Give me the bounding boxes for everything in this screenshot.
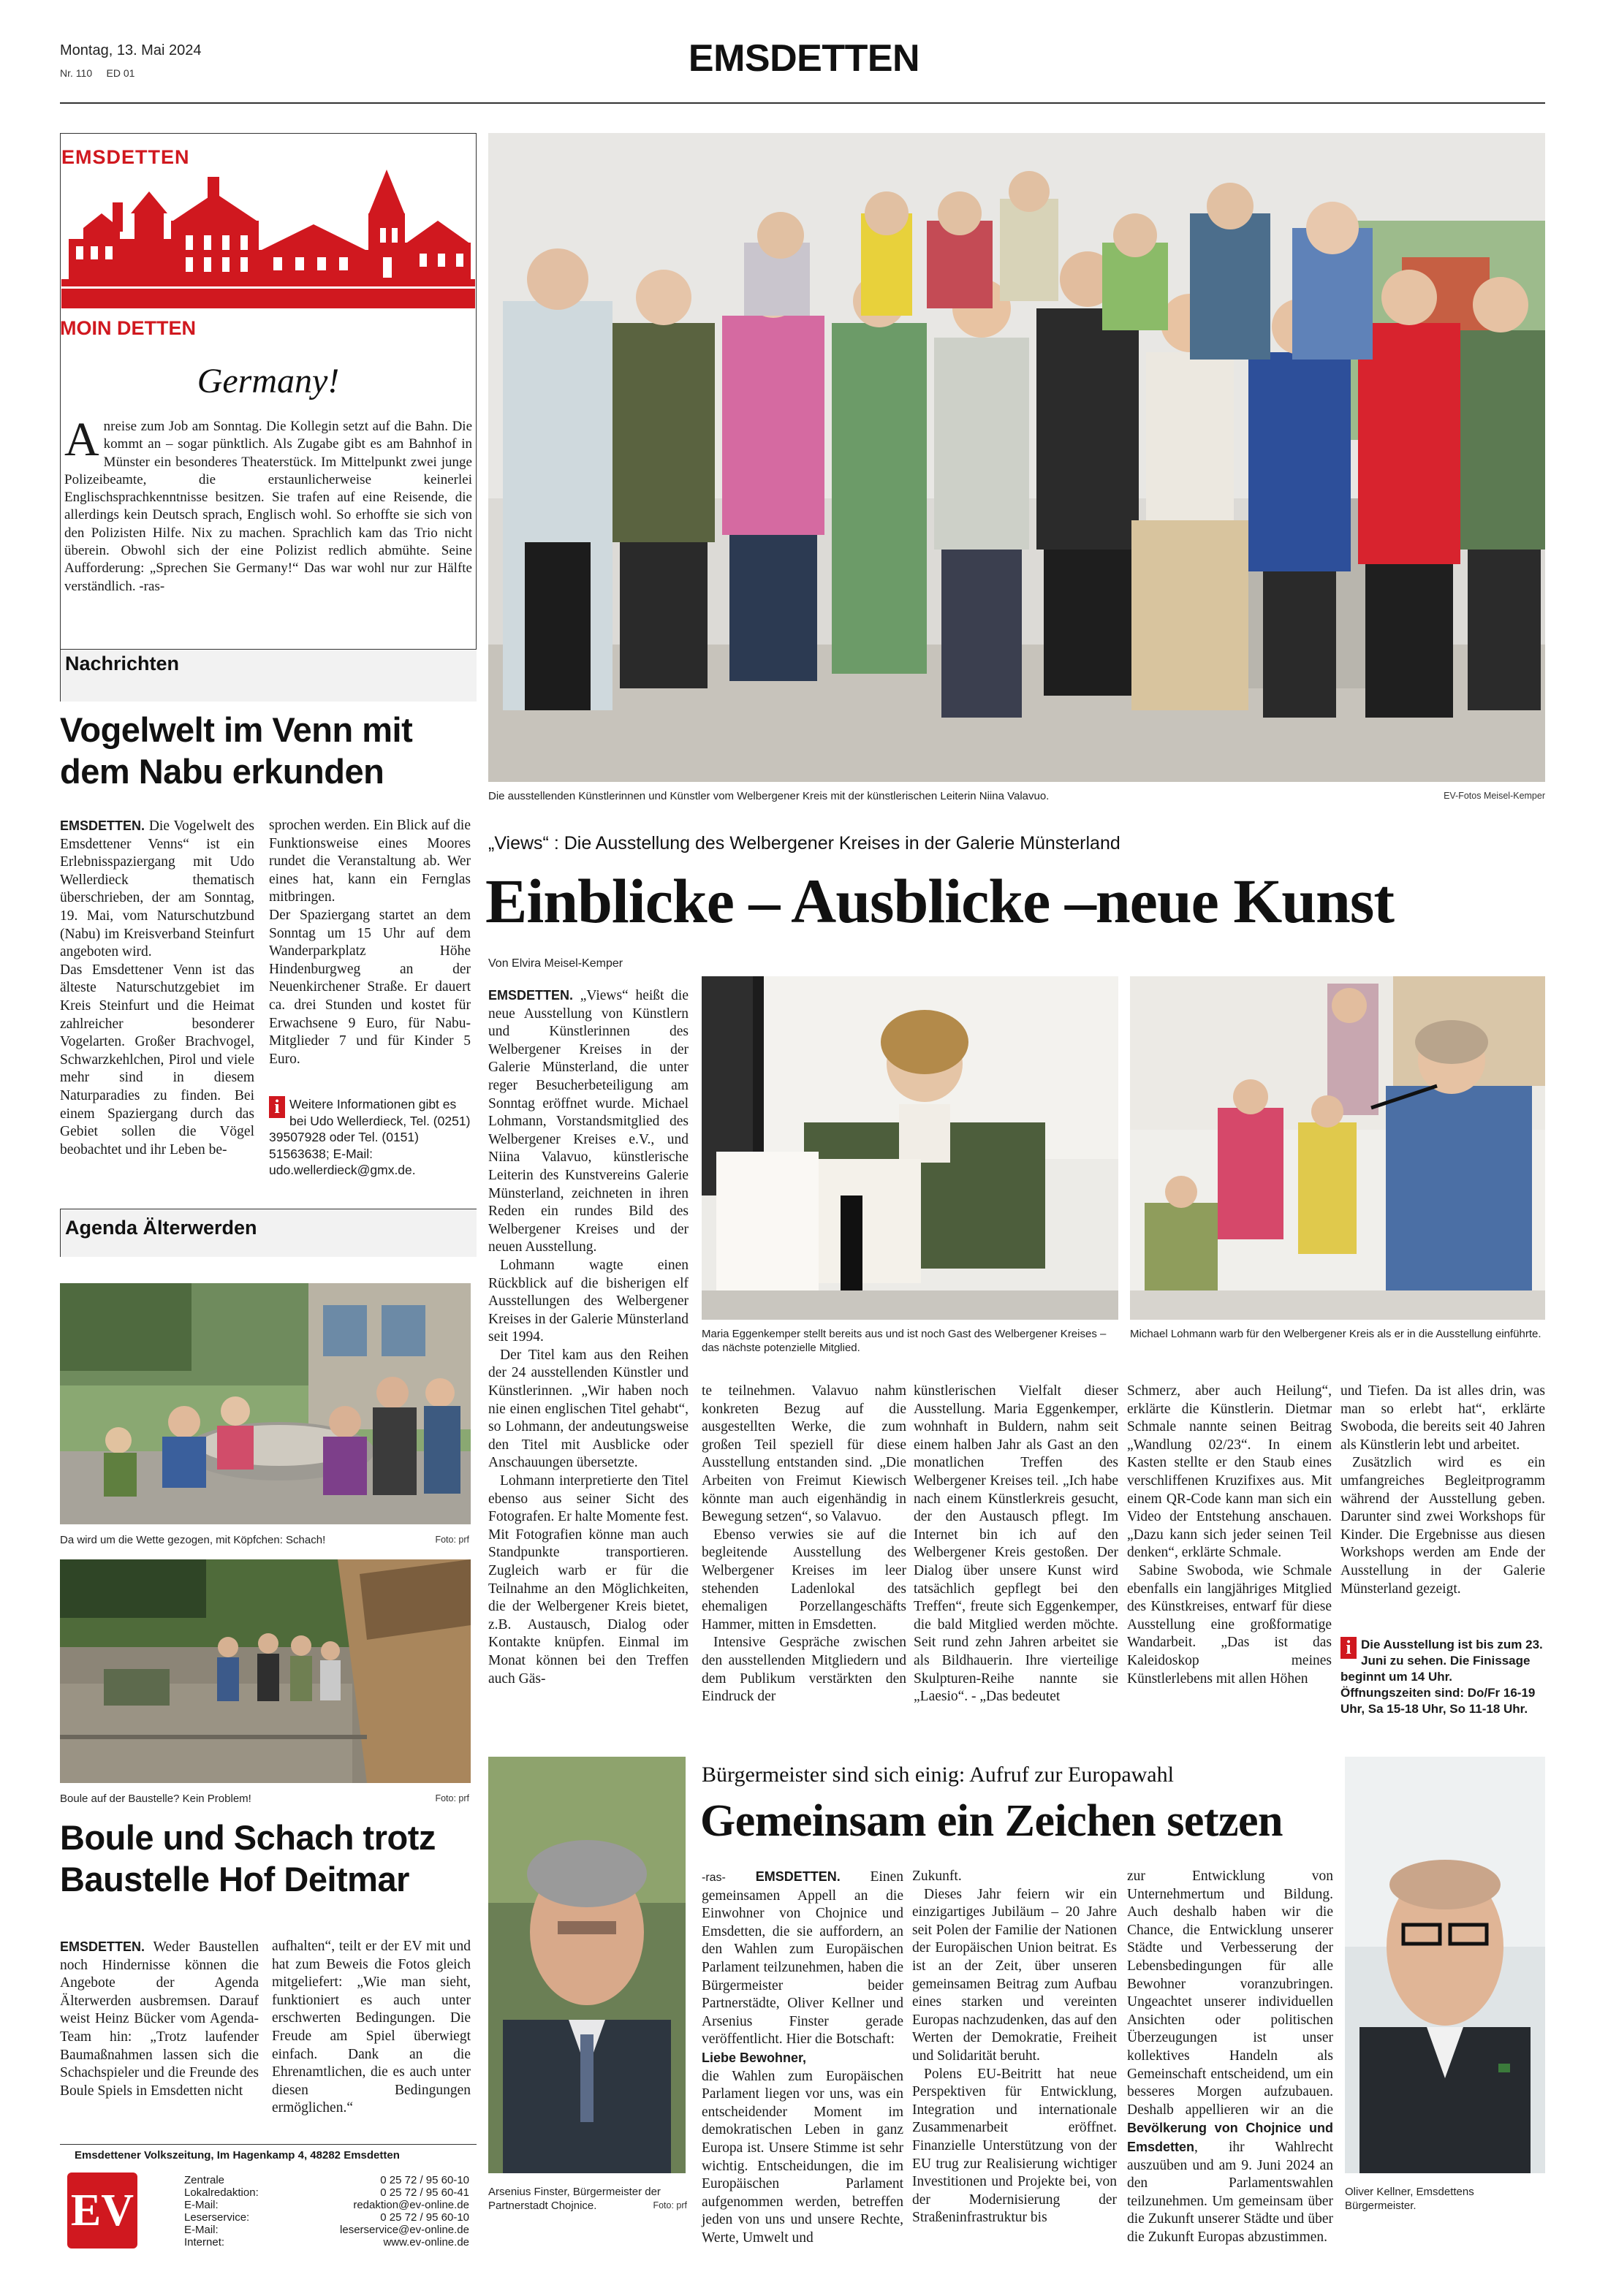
- contact-value: 0 25 72 / 95 60-41: [380, 2186, 469, 2199]
- contact-row: [184, 2186, 469, 2199]
- views-c2: te teilnehmen. Valavuo nahm konkreten Bezug auf die ausgestellten Werke, die zum großen Teil speziell für diese Ausstellung entstanden sind. „Die Arbeiten von Freimut Kiewisch könnte man auch eigenhändig in Bewegung setzen“, so Valavuo.: [702, 1383, 906, 1525]
- agenda-kicker: EMSDETTEN.: [60, 1939, 145, 1954]
- europa-c3b: , ihr Wahlrecht auszuüben und am 9. Juni 2024 an den Parlamentswahlen teilzunehmen. Um gemeinsam über die Zukunft unserer Städte und über die Zukunft Europas abzustimmen.: [1127, 2139, 1333, 2245]
- contact-row: [184, 2236, 469, 2249]
- ev-logo-text: EV: [70, 2186, 134, 2235]
- europa-kicker: EMSDETTEN.: [755, 1869, 841, 1884]
- contact-row: [184, 2174, 469, 2186]
- moin-column-label: MOIN DETTEN: [60, 317, 196, 339]
- views-c2b: Ebenso verwies sie auf die begleitende Ausstellung des Welbergener Kreises im leer stehenden Ladenlokal des ehemaligen Porzellangeschäfts Hammer, mitten in Emsdetten.: [702, 1527, 906, 1632]
- finster-photo: [488, 1757, 686, 2173]
- group-photo: [488, 133, 1545, 782]
- nachrichten-kicker: EMSDETTEN.: [60, 818, 145, 833]
- views-kicker: EMSDETTEN.: [488, 988, 574, 1003]
- nachrichten-label: Nachrichten: [65, 653, 180, 674]
- moin-text: nreise zum Job am Sonntag. Die Kollegin setzt auf die Bahn. Die kommt an – sogar pünktlich. Als Zugabe gibt es am Bahnhof in Münster ein besonderes Theaterstück. Im Mittelpunkt zwei junge Polizeibeamte, die erstaunlicherweise keinerlei Englischsprachkenntnisse besitzen. Sie trafen auf eine Reisende, die allerdings kein Deutsch sprach, Englisch wohl. So erhoffte sie sich von den Polizisten Hilfe. Nix zu machen. Sprachlich kam das Trio nicht überein. Obwohl sich der eine Polizist redlich abmühte. Seine Aufforderung: „Sprechen Sie Germany!“ Das war wohl nur zur Hälfte verständlich. -ras-: [64, 419, 472, 594]
- chess-photo: [60, 1283, 471, 1524]
- moin-title: Germany!: [197, 362, 340, 400]
- info-icon: i: [269, 1096, 285, 1118]
- kellner-caption: Oliver Kellner, Emsdettens Bürgermeister.: [1345, 2186, 1474, 2212]
- views-c3: künstlerischen Vielfalt dieser Ausstellung. Maria Eggenkemper, wohnhaft in Buldern, nahm seit einem halben Jahr als Gast an den monatlichen Treffen des Welbergener Kreises teil. „Ich habe nach einem Künstlerkreis gesucht, der den Austausch pflegt. Im Internet bin ich auf den Welbergener Kreis gestoßen. Der Dialog über unsere Kunst wird tatsächlich gepflegt bei den Treffen“, freute sich Eggenkemper, die bald Mitglied werden möchte. Seit rund zehn Jahren arbeitet sie als Bildhauerin. Ihre vierteilige Skulpturen-Reihe nannte sie „Laesio“. - „Das bedeutet: [914, 1383, 1118, 1705]
- nachrichten-label-bar: [60, 649, 477, 702]
- contact-row: [184, 2224, 469, 2236]
- skyline-illustration: [61, 170, 475, 308]
- nachrichten-col2: [269, 817, 471, 1068]
- group-photo-credit: EV-Fotos Meisel-Kemper: [1444, 791, 1545, 801]
- views-col4: [1127, 1383, 1332, 1688]
- kellner-photo: [1345, 1757, 1545, 2173]
- europa-c2c: Polens EU-Beitritt hat neue Perspektiven für Entwicklung, Integration und internationale Zusammenarbeit eröffnet. Finanzielle Unterstützung von der EU trug zur Realisierung wichtiger Investitionen und Projekte bei, von der Modernisierung der Straßeninfrastruktur bis: [912, 2066, 1117, 2226]
- nachrichten-col2b: Der Spaziergang startet an dem Sonntag um 15 Uhr auf dem Wanderparkplatz Höhe Hindenburgweg an der Neuenkirchener Straße. Er dauert ca. drei Stunden und kostet für Erwachsene 9 Euro, für Nabu-Mitglieder 7 und für Kinder 5 Euro.: [269, 907, 471, 1067]
- agenda-col2: [272, 1938, 471, 2118]
- nachrichten-col1: [60, 817, 254, 1159]
- europa-c1: Einen gemeinsamen Appell an die Einwohner von Chojnice und Emsdetten, die sie auffordern, an den Wahlen zum Europäischen Parlament teilzunehmen, haben die Bürgermeister beider Partnerstädte, Oliver Kellner und Arsenius Finster gerade veröffentlicht. Hier die Botschaft:: [702, 1869, 904, 2048]
- views-byline: Von Elvira Meisel-Kemper: [488, 957, 623, 970]
- agenda-label: Agenda Älterwerden: [65, 1217, 257, 1239]
- masthead-issue: Nr. 110 ED 01: [60, 67, 135, 79]
- europa-c2b: Dieses Jahr feiern wir ein einzigartiges Jubiläum – 20 Jahre seit Polen der Familie der Nationen der Europäischen Union beitrat. Es ist an der Zeit, über unseren gemeinsamen Beitrag zum Aufbau eines starken und vereinten Europas nachzudenken, das auf den Werten der Demokratie, Freiheit und Solidarität beruht.: [912, 1886, 1117, 2064]
- masthead-rule: [60, 102, 1545, 104]
- views-c2c: Intensive Gespräche zwischen den ausstellenden Mitgliedern und dem Publikum verstärkten den Eindruck der: [702, 1635, 906, 1705]
- finster-caption: Arsenius Finster, Bürgermeister der Partnerstadt Chojnice.: [488, 2186, 661, 2212]
- agenda-label-bar: [60, 1209, 477, 1257]
- nachrichten-col2-text: sprochen werden. Ein Blick auf die Funktionsweise eines Moores rundet die Veranstaltung ab. Wer eines hat, kann ein Fernglas mitbringen.: [269, 818, 471, 905]
- views-info-text: Die Ausstellung ist bis zum 23. Juni zu sehen. Die Finissage beginnt um 14 Uhr. Öffnungszeiten sind: Do/Fr 16-19 Uhr, Sa 15-18 Uhr, So 11-18 Uhr.: [1340, 1638, 1543, 1716]
- boule-caption: Boule auf der Baustelle? Kein Problem!: [60, 1793, 251, 1805]
- views-lead: „Views“ heißt die neue Ausstellung von Künstlern und Künstlerinnen des Welbergener Kreises in der Galerie Münsterland, die unter reger Besucherbeteiligung am Sonntag eröffnet wurde. Michael Lohmann, Vorstandsmitglied des Welbergener Kreises e.V., und Niina Valavuo, künstlerische Leiterin des Kunstvereins Galerie Münsterland, zeichneten in ihren Reden ein rundes Bild des Welbergener Kreises und der neuen Ausstellung.: [488, 988, 689, 1255]
- agenda-col1: [60, 1938, 259, 2100]
- chess-credit: Foto: prf: [435, 1535, 469, 1545]
- europa-c3-bold: Bevölkerung von Chojnice und Emsdetten: [1127, 2121, 1333, 2154]
- eggenkemper-photo: [702, 976, 1118, 1320]
- contact-rows: [184, 2174, 469, 2249]
- views-c5: und Tiefen. Da ist alles drin, was man so erlebt hat“, erklärte Swoboda, die bereits seit 40 Jahren als Künstlerin lebt und arbeitet.: [1340, 1383, 1545, 1453]
- europa-c3: zur Entwicklung von Unternehmertum und Bildung. Auch deshalb haben wir die Chance, die Entwicklung unserer Städte und Verbesserung der Lebensbedingungen für alle Bewohner voranzubringen. Ungeachtet unserer individuellen Ansichten oder politischen Überzeugungen ist unser kollektives Handeln als Gemeinschaft entscheidend, um ein besseres Morgen aufzubauen. Deshalb appellieren wir an die: [1127, 1869, 1333, 2118]
- europa-c2: Zukunft.: [912, 1869, 962, 1884]
- views-lead4: Lohmann interpretierte den Titel ebenso aus seiner Sicht des Fotografen. Er halte Momente fest. Mit Fotografien könne man auch Standpunkte transportieren. Zugleich warb er für die Teilnahme an den Möglichkeiten, die der Welbergener Kreis bietet, z.B. Austausch, Dialog oder Kontakte knüpfen. Einmal im Monat können bei den Treffen auch Gäs-: [488, 1473, 689, 1687]
- europa-headline: Gemeinsam ein Zeichen setzen: [700, 1796, 1283, 1846]
- contact-box: [60, 2144, 477, 2268]
- views-info: [1340, 1637, 1545, 1717]
- section-title: EMSDETTEN: [688, 37, 920, 80]
- europa-col3: [1127, 1868, 1333, 2246]
- group-photo-caption: Die ausstellenden Künstlerinnen und Künstler vom Welbergener Kreis mit der künstlerischen Leiterin Niina Valavuo.: [488, 790, 1050, 802]
- views-lead3: Der Titel kam aus den Reihen der 24 ausstellenden Künstler und Künstlerinnen. „Wir haben noch nie einen englischen Titel gehabt“, so Lohmann, der andeutungsweise den Titel mit Ausblicke oder Anschauungen übersetzte.: [488, 1347, 689, 1471]
- views-col3: [914, 1383, 1118, 1706]
- nachrichten-info-text: Weitere Informationen gibt es bei Udo Wellerdieck, Tel. (0251) 39507928 oder Tel. (0151) 51563638; E-Mail: udo.wellerdieck@gmx.de.: [269, 1097, 471, 1177]
- europa-overline: Bürgermeister sind sich einig: Aufruf zur Europawahl: [702, 1763, 1174, 1787]
- boule-credit: Foto: prf: [435, 1793, 469, 1803]
- contact-value: 0 25 72 / 95 60-10: [380, 2174, 469, 2186]
- contact-value: leserservice@ev-online.de: [340, 2224, 469, 2236]
- nachrichten-headline: Vogelwelt im Venn mit dem Nabu erkunden: [60, 710, 413, 791]
- contact-label: E-Mail:: [184, 2199, 219, 2211]
- views-c4: Schmerz, aber auch Heilung“, erklärte die Künstlerin. Dietmar Schmale nannte seinen Beitrag „Wandlung 02/23“. In einem Kasten stellte er den Staub eines verschliffenen Kruzifixes aus. Mit einem QR-Code kann man sich ein Video der Entstehung anschauen. „Dazu kann sich jeder seinen Teil denken“, erklärte Schmale.: [1127, 1383, 1332, 1561]
- masthead-date: Montag, 13. Mai 2024: [60, 42, 202, 58]
- lohmann-caption: Michael Lohmann warb für den Welbergener Kreis als er in die Ausstellung einführte.: [1130, 1328, 1541, 1340]
- views-col5: [1340, 1383, 1545, 1598]
- contact-label: E-Mail:: [184, 2224, 219, 2236]
- boule-photo: [60, 1559, 471, 1783]
- contact-label: Lokalredaktion:: [184, 2186, 259, 2199]
- contact-value: redaktion@ev-online.de: [353, 2199, 469, 2211]
- contact-label: Leserservice:: [184, 2211, 250, 2224]
- nachrichten-col1b: Das Emsdettener Venn ist das älteste Naturschutzgebiet im Kreis Steinfurt und die Heimat zahlreicher besonderer Vogelarten. Großer Brachvogel, Schwarzkehlchen, Pirol und viele mehr sind in diesem Naturparadies zu finden. Bei einem Spaziergang durch das Gebiet sollen die Vögel beobachtet und ihr Leben be-: [60, 962, 254, 1157]
- contact-publisher: Emsdettener Volkszeitung, Im Hagenkamp 4, 48282 Emsdetten: [75, 2149, 400, 2162]
- views-lead2: Lohmann wagte einen Rückblick auf die bisherigen elf Ausstellungen des Welbergener Kreises in der Galerie Münsterland seit 1994.: [488, 1257, 689, 1345]
- europa-col1: [702, 1868, 903, 2247]
- finster-credit: Foto: prf: [653, 2200, 687, 2211]
- views-col2: [702, 1383, 906, 1706]
- contact-value: 0 25 72 / 95 60-10: [380, 2211, 469, 2224]
- ev-logo: [67, 2173, 137, 2249]
- lohmann-photo: [1130, 976, 1545, 1320]
- chess-caption: Da wird um die Wette gezogen, mit Köpfchen: Schach!: [60, 1534, 326, 1546]
- nachrichten-col1-text: Die Vogelwelt des Emsdettener Venns“ ist ein Erlebnisspaziergang mit Udo Wellerdieck thematisch überschrieben, der am Sonntag, 19. Mai, vom Naturschutzbund (Nabu) im Kreisverband Steinfurt angeboten wird.: [60, 818, 254, 960]
- moin-dropcap: A: [64, 413, 99, 466]
- agenda-headline: Boule und Schach trotz Baustelle Hof Deitmar: [60, 1818, 436, 1898]
- agenda-col2-text: aufhalten“, teilt er der EV mit und hat zum Beweis die Fotos gleich mitgeliefert: „Wie man sieht, funktioniert es auch unter erschwerten Bedingungen. Die Freude am Spiel überwiegt einfach. Dank an die Ehrenamtlichen, die es auch unter diesen Bedingungen ermöglichen.“: [272, 1939, 471, 2116]
- moin-article: [64, 413, 472, 596]
- nachrichten-info: [269, 1096, 471, 1179]
- eggenkemper-caption: Maria Eggenkemper stellt bereits aus und ist noch Gast des Welbergener Kreises – das nächste potenzielle Mitglied.: [702, 1328, 1107, 1354]
- views-lead-col: [488, 987, 689, 1688]
- contact-row: [184, 2199, 469, 2211]
- europa-pre: -ras-: [702, 1871, 726, 1884]
- europa-salute: Liebe Bewohner,: [702, 2050, 807, 2065]
- agenda-col1-text: Weder Baustellen noch Hindernisse können die Angebote der Agenda Älterwerden ausbremsen. Darauf weist Heinz Bücker vom Agenda-Team hin: „Trotz laufender Baumaßnahmen lassen sich die Schachspieler und die Freunde des Boule Spiels in Emsdetten nicht: [60, 1939, 259, 2099]
- views-c5b: Zusätzlich wird es ein umfangreiches Begleitprogramm während der Ausstellung geben. Darunter sind zwei Workshops für Kinder. Die Ergebnisse aus diesen Workshops werden am Ende der Ausstellung in der Galerie Münsterland gezeigt.: [1340, 1455, 1545, 1597]
- moin-town-label: EMSDETTEN: [61, 146, 190, 168]
- contact-label: Zentrale: [184, 2174, 225, 2186]
- contact-value: www.ev-online.de: [383, 2236, 469, 2249]
- views-c4b: Sabine Swoboda, wie Schmale ebenfalls ein langjähriges Mitglied des Künstkreises, entwarf für diese Ausstellung eine großformatige Wandarbeit. „Das ist das Kaleidoskop meines Künstlerlebens mit allen Höhen: [1127, 1562, 1332, 1687]
- views-overline: „Views“ : Die Ausstellung des Welbergener Kreises in der Galerie Münsterland: [488, 833, 1120, 854]
- contact-row: [184, 2211, 469, 2224]
- europa-col2: [912, 1868, 1117, 2227]
- views-info-icon: i: [1340, 1637, 1357, 1659]
- views-headline: Einblicke – Ausblicke –neue Kunst: [485, 866, 1394, 936]
- europa-c1b: die Wahlen zum Europäischen Parlament liegen vor uns, was ein entscheidender Moment im demokratischen Leben in ganz Europa ist. Unsere Stimme ist sehr wichtig. Entscheidungen, die im Europäischen Parlament aufgenommen werden, betreffen jeden von uns und unsere Rechte, Werte, Umwelt und: [702, 2068, 903, 2246]
- contact-label: Internet:: [184, 2236, 225, 2249]
